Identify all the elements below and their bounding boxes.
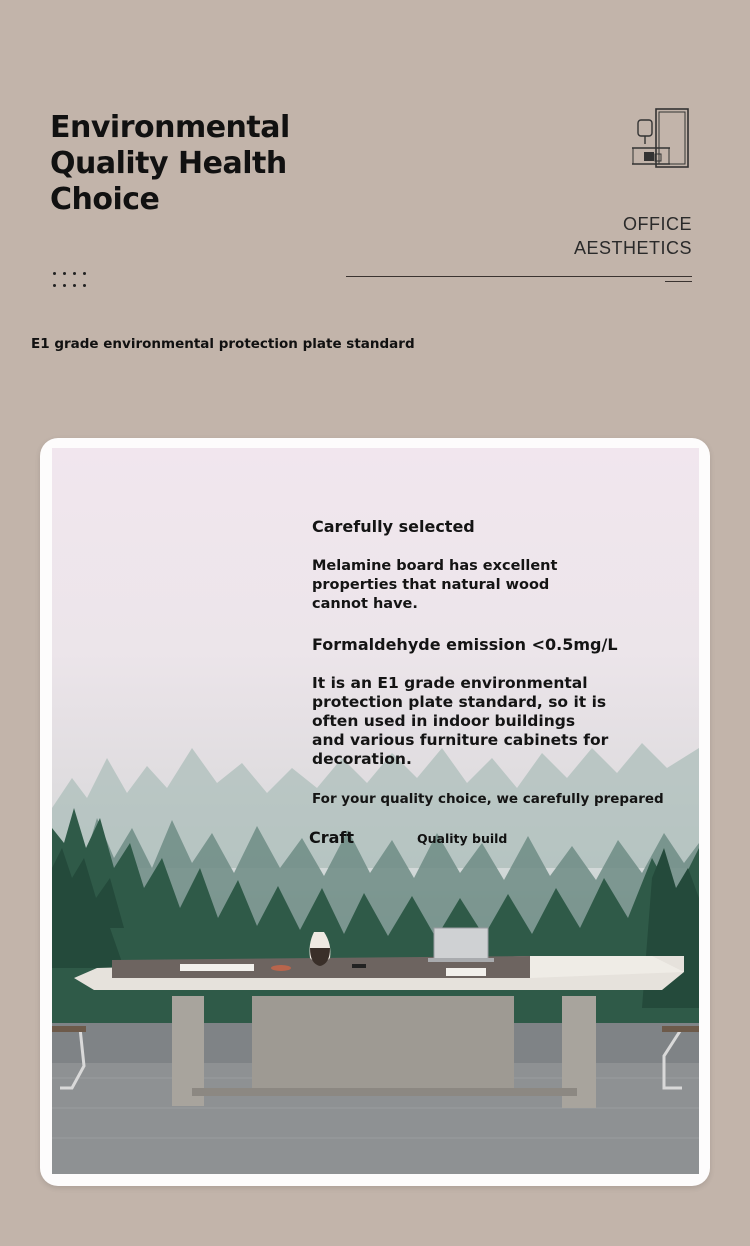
page-title — [50, 110, 370, 218]
title-line-1: Environmental — [50, 110, 290, 145]
divider-short — [665, 281, 692, 282]
standard-caption: E1 grade environmental protection plate standard — [31, 336, 415, 352]
title-line-3: Choice — [50, 182, 160, 217]
office-aesthetics-label — [574, 212, 692, 260]
craft-label: Craft — [309, 828, 355, 847]
formaldehyde-spec: Formaldehyde emission <0.5mg/L — [312, 635, 618, 654]
dot-grid-icon — [53, 272, 87, 292]
quality-build-label: Quality build — [417, 831, 508, 846]
office-line-2: AESTHETICS — [573, 238, 692, 258]
divider — [346, 276, 692, 277]
melamine-description: Melamine board has excellent properties that natural wood cannot have. — [312, 558, 558, 612]
quality-choice-line: For your quality choice, we carefully prepared — [312, 791, 664, 807]
title-line-2: Quality Health — [50, 146, 287, 181]
office-line-1: OFFICE — [623, 214, 692, 234]
e1-description: It is an E1 grade environmental protection plate standard, so it is often used in indoor buildings and various furniture cabinets for decoration. — [312, 674, 609, 768]
office-furniture-icon — [630, 106, 692, 170]
panel-heading: Carefully selected — [312, 517, 475, 536]
